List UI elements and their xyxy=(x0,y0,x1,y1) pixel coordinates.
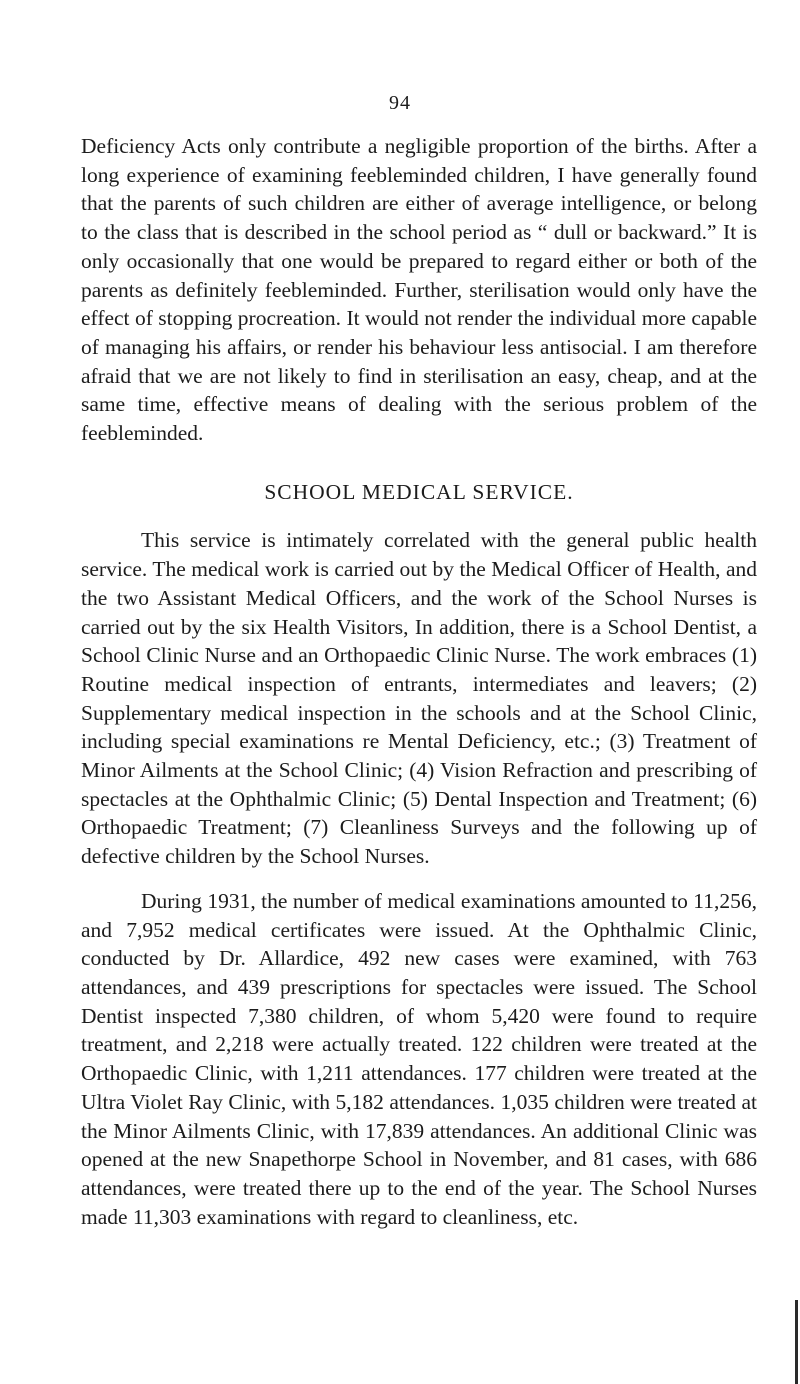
page-edge-mark xyxy=(795,1300,798,1384)
body-text xyxy=(81,132,757,1231)
paragraph-feebleminded: Deficiency Acts only contribute a negligible proportion of the births. After a long experience of examining feebleminded children, I have generally found that the parents of such children are either of average intelligence, or belong to the class that is described in the school period as “ dull or backward.” It is only occasionally that one would be prepared to regard either or both of the parents as definitely feebleminded. Further, sterilisation would only have the effect of stopping procreation. It would not render the individual more capable of managing his affairs, or render his behaviour less antisocial. I am therefore afraid that we are not likely to find in sterilisation an easy, cheap, and at the same time, effective means of dealing with the serious problem of the feebleminded. xyxy=(81,134,757,446)
paragraph-1931-statistics: During 1931, the number of medical examinations amounted to 11,256, and 7,952 medical certificates were issued. At the Ophthalmic Clinic, conducted by Dr. Allardice, 492 new cases were examined, with 763 attendances, and 439 prescriptions for spectacles were issued. The School Dentist inspected 7,380 children, of whom 5,420 were found to require treatment, and 2,218 were actually treated. 122 children were treated at the Orthopaedic Clinic, with 1,211 attendances. 177 children were treated at the Ultra Violet Ray Clinic, with 5,182 attendances. 1,035 children were treated at the Minor Ailments Clinic, with 17,839 attendances. An additional Clinic was opened at the new Snapethorpe School in November, and 81 cases, with 686 attendances, were treated there up to the end of the year. The School Nurses made 11,303 examinations with regard to cleanliness, etc. xyxy=(81,888,757,1229)
paragraph-school-medical-service: This service is intimately correlated with the general public health service. The medical work is carried out by the Medical Officer of Health, and the two Assistant Medical Officers, and the work of the School Nurses is carried out by the six Health Visitors, In addition, there is a School Dentist, a School Clinic Nurse and an Orthopaedic Clinic Nurse. The work embraces (1) Routine medical inspection of entrants, intermediates and leavers; (2) Supplementary medical inspection in the schools and at the School Clinic, including special examinations re Mental Deficiency, etc.; (3) Treatment of Minor Ailments at the School Clinic; (4) Vision Refraction and prescribing of spectacles at the Ophthalmic Clinic; (5) Dental Inspection and Treatment; (6) Orthopaedic Treatment; (7) Cleanliness Surveys and the following up of defective children by the School Nurses. xyxy=(81,528,757,869)
paragraph-gap xyxy=(81,871,757,887)
section-heading: SCHOOL MEDICAL SERVICE. xyxy=(264,479,574,504)
page-number: 94 xyxy=(389,92,411,114)
